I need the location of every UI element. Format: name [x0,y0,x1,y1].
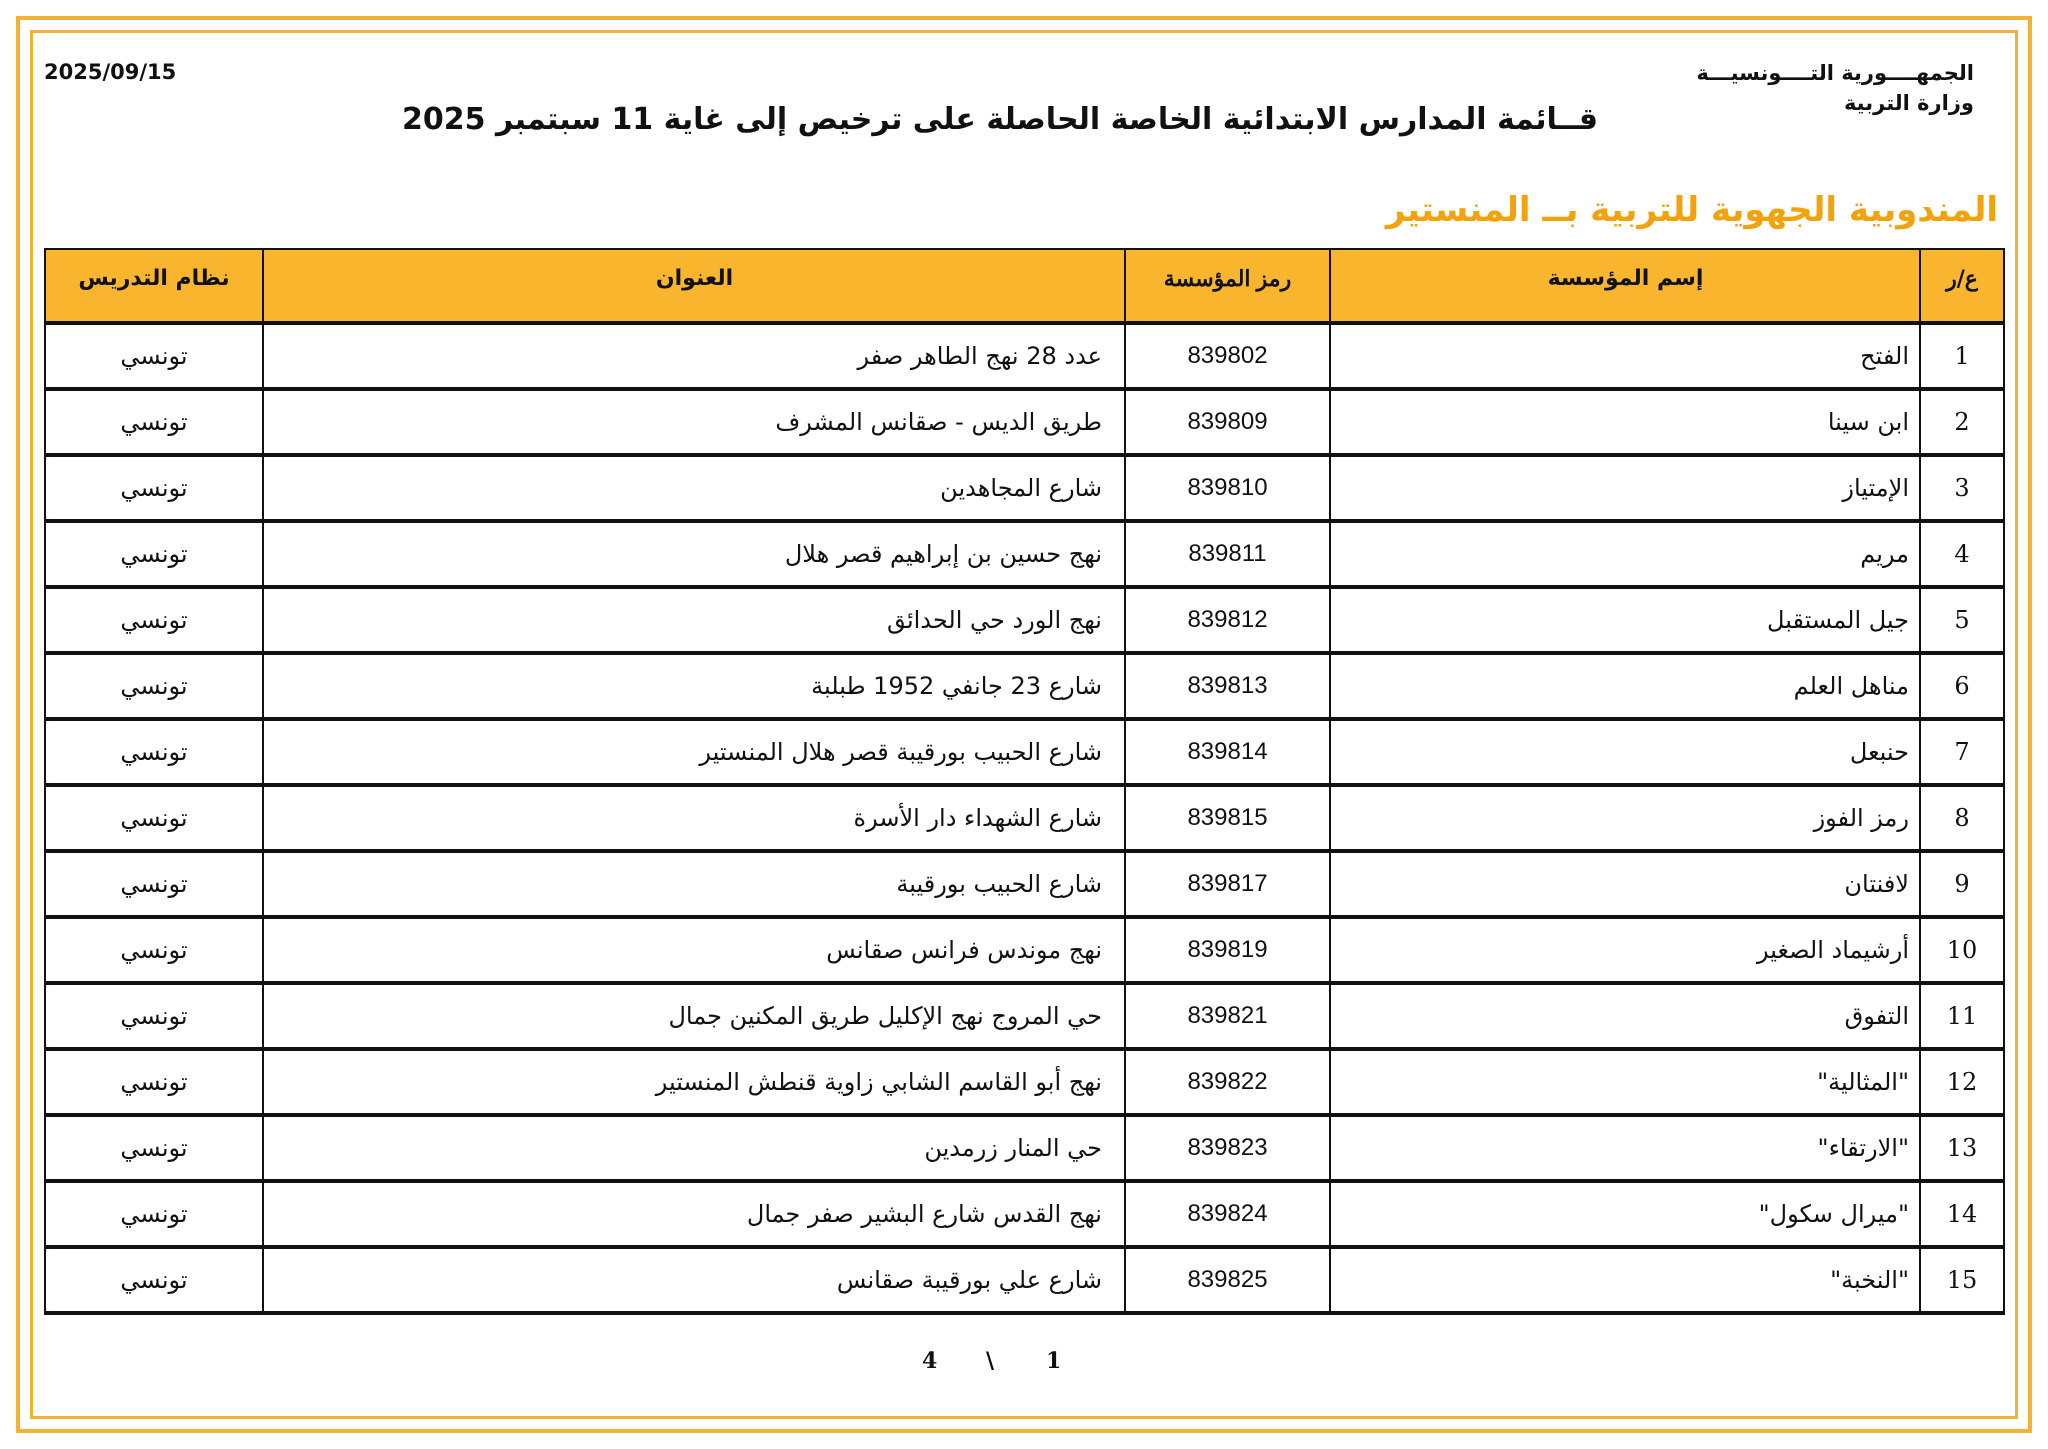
table-row [45,1181,2004,1247]
row-num: 11 [1920,983,2004,1049]
column-header-system: نظام التدريس [45,249,263,323]
row-teaching-system: تونسي [45,389,263,455]
row-address: شارع الحبيب بورقيبة قصر هلال المنستير [263,719,1125,785]
row-school-code: 839819 [1125,917,1330,983]
document-title: قــائمة المدارس الابتدائية الخاصة الحاصلة على ترخيص إلى غاية 11 سبتمبر 2025 [402,102,1598,137]
row-num: 7 [1920,719,2004,785]
table-row [45,455,2004,521]
table-row [45,983,2004,1049]
row-school-code: 839812 [1125,587,1330,653]
row-school-name: حنبعل [1330,719,1920,785]
table-row [45,785,2004,851]
row-teaching-system: تونسي [45,983,263,1049]
row-address: نهج الورد حي الحدائق [263,587,1125,653]
table-row [45,653,2004,719]
region-heading: المندوبية الجهوية للتربية بــ المنستير [1385,190,1998,230]
row-address: نهج أبو القاسم الشابي زاوية قنطش المنستير [263,1049,1125,1115]
column-header-address: العنوان [263,249,1125,323]
row-teaching-system: تونسي [45,455,263,521]
row-address: شارع المجاهدين [263,455,1125,521]
table-row [45,851,2004,917]
row-school-code: 839815 [1125,785,1330,851]
row-teaching-system: تونسي [45,323,263,389]
row-num: 10 [1920,917,2004,983]
row-address: نهج القدس شارع البشير صفر جمال [263,1181,1125,1247]
row-school-code: 839823 [1125,1115,1330,1181]
row-teaching-system: تونسي [45,587,263,653]
row-address: عدد 28 نهج الطاهر صفر [263,323,1125,389]
row-address: طريق الديس - صقانس المشرف [263,389,1125,455]
row-school-name: "ميرال سكول" [1330,1181,1920,1247]
row-school-code: 839822 [1125,1049,1330,1115]
row-school-code: 839817 [1125,851,1330,917]
table-row [45,1049,2004,1115]
row-school-name: مناهل العلم [1330,653,1920,719]
document-date: 2025/09/15 [44,60,177,84]
table-row [45,917,2004,983]
row-num: 1 [1920,323,2004,389]
row-address: نهج موندس فرانس صقانس [263,917,1125,983]
row-school-code: 839810 [1125,455,1330,521]
row-school-name: رمز الفوز [1330,785,1920,851]
row-school-name: أرشيماد الصغير [1330,917,1920,983]
row-school-code: 839814 [1125,719,1330,785]
row-school-name: "الارتقاء" [1330,1115,1920,1181]
row-teaching-system: تونسي [45,521,263,587]
row-school-name: الفتح [1330,323,1920,389]
row-teaching-system: تونسي [45,719,263,785]
row-num: 15 [1920,1247,2004,1313]
table-row [45,1115,2004,1181]
republic-name: الجمهــــورية التــــونسيـــة [1696,61,1974,85]
row-num: 5 [1920,587,2004,653]
row-num: 6 [1920,653,2004,719]
row-school-code: 839825 [1125,1247,1330,1313]
row-school-name: "المثالية" [1330,1049,1920,1115]
page-current: 1 [1046,1348,1062,1374]
column-header-code: رمز المؤسسة [1125,249,1330,323]
row-teaching-system: تونسي [45,1115,263,1181]
row-num: 9 [1920,851,2004,917]
row-school-name: الإمتياز [1330,455,1920,521]
row-teaching-system: تونسي [45,1247,263,1313]
row-school-code: 839809 [1125,389,1330,455]
row-address: شارع الشهداء دار الأسرة [263,785,1125,851]
table-row [45,389,2004,455]
row-teaching-system: تونسي [45,917,263,983]
schools-table [44,248,2005,1315]
row-school-code: 839811 [1125,521,1330,587]
row-teaching-system: تونسي [45,785,263,851]
table-header-row [45,249,2004,323]
row-address: نهج حسين بن إبراهيم قصر هلال [263,521,1125,587]
row-teaching-system: تونسي [45,1049,263,1115]
row-address: شارع الحبيب بورقيبة [263,851,1125,917]
row-school-code: 839813 [1125,653,1330,719]
row-school-name: التفوق [1330,983,1920,1049]
row-address: شارع علي بورقيبة صقانس [263,1247,1125,1313]
row-teaching-system: تونسي [45,851,263,917]
row-num: 12 [1920,1049,2004,1115]
row-address: حي المنار زرمدين [263,1115,1125,1181]
row-school-name: جيل المستقبل [1330,587,1920,653]
row-num: 14 [1920,1181,2004,1247]
table-row [45,521,2004,587]
column-header-num: ع/ر [1920,249,2004,323]
ministry-name: وزارة التربية [1843,91,1974,115]
table-row [45,1247,2004,1313]
table-row [45,587,2004,653]
page-separator: \ [986,1348,995,1374]
row-school-code: 839821 [1125,983,1330,1049]
row-teaching-system: تونسي [45,1181,263,1247]
row-num: 3 [1920,455,2004,521]
row-school-name: ابن سينا [1330,389,1920,455]
row-school-code: 839824 [1125,1181,1330,1247]
page-total: 4 [922,1348,938,1374]
row-school-name: "النخبة" [1330,1247,1920,1313]
row-num: 8 [1920,785,2004,851]
row-num: 2 [1920,389,2004,455]
row-school-name: لافنتان [1330,851,1920,917]
row-num: 13 [1920,1115,2004,1181]
row-address: شارع 23 جانفي 1952 طبلبة [263,653,1125,719]
row-school-name: مريم [1330,521,1920,587]
table-row [45,323,2004,389]
row-teaching-system: تونسي [45,653,263,719]
column-header-name: إسم المؤسسة [1330,249,1920,323]
row-address: حي المروج نهج الإكليل طريق المكنين جمال [263,983,1125,1049]
table-body [45,323,2004,1313]
table-row [45,719,2004,785]
row-school-code: 839802 [1125,323,1330,389]
row-num: 4 [1920,521,2004,587]
